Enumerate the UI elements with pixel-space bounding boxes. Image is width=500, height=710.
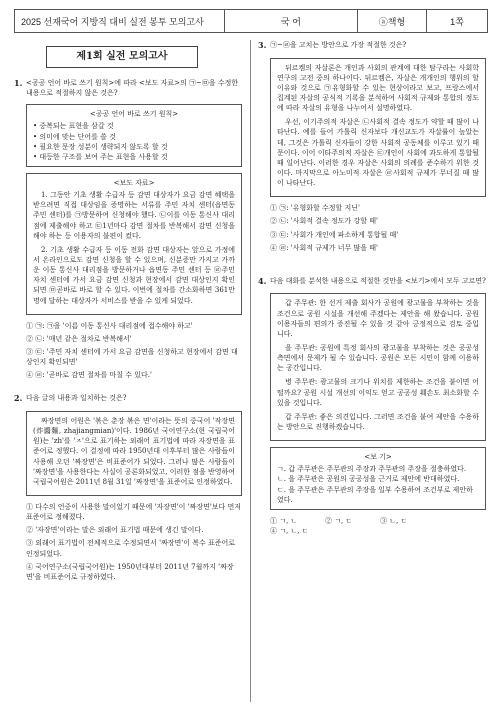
booklet-type: ⓐ책형: [357, 10, 426, 32]
question-number: 4.: [258, 275, 267, 286]
rule-item: • 필요한 문장 성분이 생략되지 않도록 할 것: [33, 142, 168, 151]
answer-option[interactable]: ① 다수의 언중이 사용한 말이었기 때문에 '자장면'이 '짜장면'보다 먼저 표준어로 정해졌다.: [26, 502, 242, 522]
answer-option[interactable]: ② ㉡: '사회적 결속 정도가 강할 때': [270, 217, 378, 226]
question-stem: 다음 대화를 분석한 내용으로 적절한 것만을 <보기>에서 모두 고르면?: [270, 276, 486, 285]
rule-item: • 대등한 구조를 보여 주는 표현을 사용할 것: [33, 152, 168, 161]
passage-text: 짜장면의 어원은 '볶은 춘장 볶은 면'이라는 뜻의 중국어 '작장면(炸醬麵, zhajiangmian)'이다. 1986년 국어연구소(현 국립국어원)는 'zh'를 'ㅈ'으로 표기하는 외래어 표기법에 따라 자장면을 표준어로 정했다. 이 결정에 따라 1950년대 이후부터 많은 사람들이 사용해 오던 '짜장면'은 비표준어가 되었다. 그러나 많은 사람들이 '짜장면'을 사용한다는 사실이 공론화되었고, 이러한 점을 반영하여 국립국어원은 2011년 8월 31일 '짜장면'을 표준어로 인정하였다.: [33, 416, 235, 486]
rules-box: [26, 104, 242, 167]
dialogue-line: 갑 주무관: 한 선거 제출 회사가 공원에 광고물을 부착하는 것을 조건으로 공원 시설을 개선해 주겠다는 제안을 해 왔습니다. 공원 이용자들의 편의가 증진될 수 있을 것 같아 긍정적으로 검토 중입니다.: [277, 299, 479, 338]
press-release-box: [26, 173, 242, 315]
press-paragraph: 1. 그동안 기초 생활 수급자 등 감면 대상자가 요금 감면 혜택을 받으려면 직접 대상임을 증명하는 서류를 주민 자치 센터(읍면동 주민 센터)를 ㉠방문하여 신청해야 했다. ㉡이를 이동 통신사 대리점에 제출해야 하고 ㉢1년마다 감면 절차를 반복해서 감면 신청을 해야 하는 등 이용자의 불편이 컸다.: [33, 191, 235, 240]
bogi-item: ㄱ. 갑 주무관은 주무관의 주장과 주무관의 주장을 절충하였다.: [277, 465, 467, 474]
answer-option[interactable]: ③ ㄴ, ㄷ: [380, 516, 408, 525]
question-stem: 다음 글의 내용과 일치하는 것은?: [26, 394, 127, 403]
rule-item: • 중복되는 표현을 삼갈 것: [33, 122, 114, 131]
left-column: [14, 40, 242, 585]
passage-text: 우선, 이기주의적 자살은 ㉡사회적 결속 정도가 약할 때 많이 나타난다. 예를 들어 가톨릭 신자보다 개신교도가 자살률이 높았는데, 그것은 가톨릭 신자들이 강한 사회적 공동체를 이루고 있기 때문이다. 이어 이타주의적 자살은 ㉢개인이 사회에 과도하게 통합될 때 일어난다. 이러한 경우 자살은 사회의 의례를 준수하기 위한 것이다. 마지막으로 아노미적 자살은 ㉣사회적 규제가 무너질 때 많이 나타난다.: [277, 118, 479, 188]
column-divider: [250, 40, 251, 702]
answer-option[interactable]: ④ ㄱ, ㄴ, ㄷ: [270, 526, 309, 535]
question-number: 2.: [14, 393, 23, 404]
passage-box: [270, 58, 486, 198]
right-column: [258, 40, 486, 536]
question-stem: ㉠~㉣을 고치는 방안으로 가장 적절한 것은?: [270, 41, 407, 49]
answer-option[interactable]: ③ 외래어 표기법이 전체적으로 수정되면서 '짜장면'이 복수 표준어로 인정되었다.: [26, 539, 235, 558]
question-2: [14, 393, 242, 405]
answer-option[interactable]: ④ 국어연구소(국립국어원)는 1950년대부터 2011년 7월까지 '짜장면'을 비표준어로 규정하였다.: [26, 562, 234, 581]
question-stem: <공공 언어 바로 쓰기 원칙>에 따라 <보도 자료>의 ㉠~㉤을 수정한 내용으로 적절하지 않은 것은?: [26, 79, 239, 98]
press-paragraph: 2. 기초 생활 수급자 등 이동 전화 감면 대상자는 앞으로 가정에서 온라인으로도 감면 신청을 할 수 있으며, 신분증만 가지고 가까운 이동 통신사 대리점을 방문하거나 읍면동 주민 센터 등 ㉣주민 자치 센터에 가서 요금 감면 신청과 현장에서 감면 대상인지 확인되면 ㉤곧바로 바로 할 수 있다. 이번에 절차를 간소화하면 361만 명에 달하는 대상자가 서비스를 받을 수 있게 되었다.: [33, 245, 235, 305]
exam-title: 제1회 실전 모의고사: [46, 46, 198, 68]
dialogue-line: 갑 주무관: 좋은 의견입니다. 그러면 조건을 붙여 제안을 수용하는 방안으로 진행하겠습니다.: [277, 412, 479, 431]
dialogue-line: 병 주무관: 광고물의 크기나 위치를 제한하는 조건을 붙이면 어떨까요? 공원 시설 개선의 이익도 얻고 공공성 훼손도 최소화할 수 있을 것입니다.: [277, 378, 479, 407]
answer-option[interactable]: ③ ㉢: '주민 자치 센터에 가서 요금 감면을 신청하고 현장에서 감면 대상인지 확인되면': [26, 347, 238, 367]
question-number: 1.: [14, 78, 23, 88]
answer-option[interactable]: ② '자장면'이라는 말은 외래어 표기법 때문에 생긴 말이다.: [26, 526, 204, 535]
rule-item: • 의미에 맞는 단어를 쓸 것: [33, 132, 116, 141]
question-3: [258, 40, 486, 52]
answer-option[interactable]: ② ㉡: '매년 같은 절차로 반복해서': [26, 334, 132, 343]
answer-option[interactable]: ④ ㉣: '곧바로 감면 절차를 마칠 수 있다.': [26, 371, 152, 380]
page-number: 1쪽: [426, 10, 487, 32]
subject-label: 국 어: [224, 10, 357, 32]
answer-options: [270, 516, 486, 536]
bogi-item: ㄴ. 을 주무관은 공원의 공공성을 근거로 제안에 반대하였다.: [277, 475, 460, 484]
answer-option[interactable]: ① ㉠: '유형화할 수정할 지닌': [270, 204, 360, 213]
bogi-item: ㄷ. 을 주무관은 주무관의 주장을 일부 수용하여 조건부로 제안하였다.: [277, 485, 473, 504]
answer-option[interactable]: ② ㄱ, ㄷ: [325, 516, 353, 525]
dialogue-box: [270, 293, 486, 441]
answer-option[interactable]: ④ ㉣: '사회적 규제가 너무 많을 때': [270, 243, 378, 252]
exam-series-title: 2025 선재국어 지방직 대비 실전 봉투 모의고사: [21, 16, 204, 27]
passage-text: 뒤르켐의 자살론은 개인과 사회의 관계에 대한 탐구라는 사회학 연구의 고전 중의 하나이다. 뒤르켐은, 자살은 개개인의 행위의 할 이유와 것으로 ㉠유형화할 수 있는 현상이라고 보고, 프랑스에서 집계된 자살의 공식적 기록을 분석하여 사회적 규제와 통합의 정도에 따라 자살의 유형을 나누어서 설명하였다.: [277, 63, 479, 113]
bogi-box: [270, 447, 486, 510]
dialogue-line: 을 주무관: 공원에 특정 회사의 광고물을 부착하는 것은 공공성 측면에서 문제가 될 수 있습니다. 공원은 모든 시민이 함께 이용하는 공간입니다.: [277, 344, 479, 373]
press-title: <보도 자료>: [113, 178, 155, 187]
question-1: [14, 78, 242, 98]
question-number: 3.: [258, 40, 267, 50]
passage-box: [26, 411, 242, 496]
bogi-title: <보 기>: [364, 453, 392, 462]
page-header: [14, 9, 488, 33]
answer-option[interactable]: ③ ㉢: '사회가 개인에 파소하게 통합될 때': [270, 230, 399, 239]
question-4: [258, 276, 486, 288]
rules-title: <공공 언어 바로 쓰기 원칙>: [89, 110, 179, 119]
answer-option[interactable]: ① ㉠: ㉠을 '이름 이동 통신사 대리점에 접수해야 하고': [26, 321, 193, 330]
answer-option[interactable]: ① ㄱ, ㄴ: [270, 516, 298, 525]
